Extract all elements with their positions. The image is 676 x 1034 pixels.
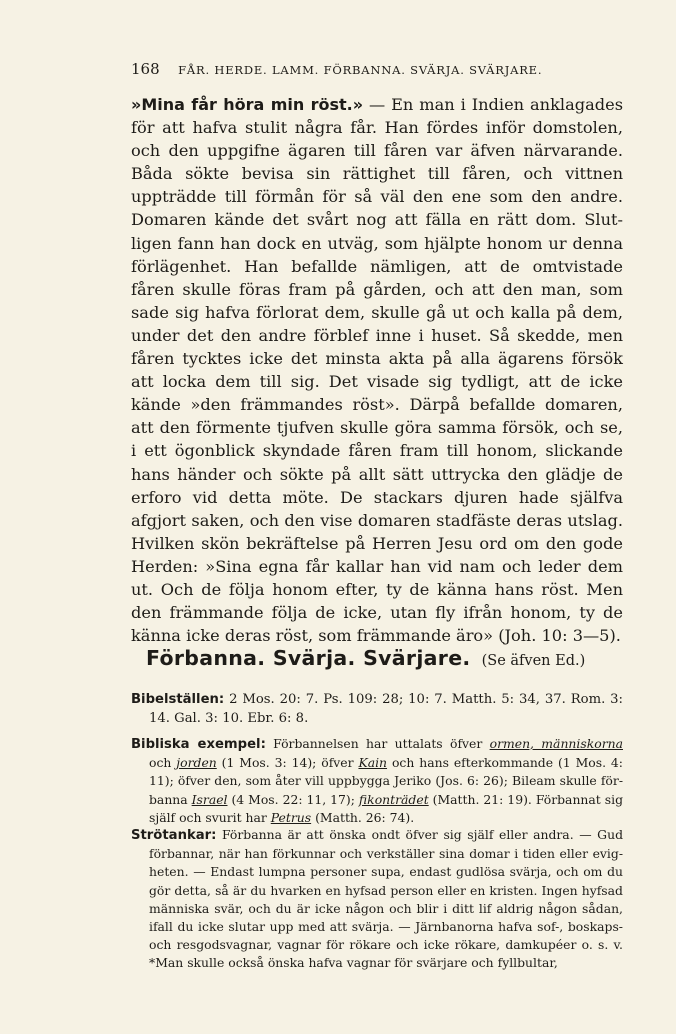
examples-emph-4: Israel xyxy=(191,791,228,807)
examples-emph-2: jorden xyxy=(176,755,217,771)
section-title: Förbanna. Svärja. Svärjare. xyxy=(146,646,471,670)
story-text: — En man i Indien anklagades för att hafva stulit några får. Han fördes inför domstolen, och den uppgifne ägaren till fåren var äfven närvarande. Båda sökte bevisa sin rättighet till fåren, och vittnen uppträdde till förmån för så väl den ene som den andre. Domaren kände det svårt nog att fälla en rätt dom. Slutligen fann han dock en utväg, som hjälpte honom ur denna förlägenhet. Han befallde nämligen, att de omtvistade fåren skulle föras fram på gården, och att den man, som sade sig hafva förlorat dem, skulle gå ut och kalla på dem, under det den andre förblef inne i huset. Så skedde, men fåren tycktes icke det minsta akta på alla ägarens försök att locka dem till sig. Det visade sig tydligt, att de icke kände »den främmandes röst». Därpå befallde domaren, att den förmente tjufven skulle göra samma försök, och se, i ett ögonblick skyndade fåren fram till honom, slickande hans händer och sökte på allt sätt uttrycka den glädje de erforo vid detta möte. De stackars djuren hade själfva afgjort saken, och den vise domaren stadfäste deras utslag. Hvilken skön bekräftelse på Herren Jesu ord om den gode Herden: »Sina egna får kallar han vid nam och leder dem ut. Och de följa honom efter, ty de känna hans röst. Men den främmande följa de icke, utan fly ifrån honom, ty de känna icke deras röst, som främmande äro» (Joh. 10: 3—5). xyxy=(131,95,624,646)
biblical-examples-label: Bibliska exempel: xyxy=(131,737,266,752)
examples-emph-3: Kain xyxy=(358,755,388,771)
examples-text-1: Förbannelsen har uttalats öfver xyxy=(265,736,490,751)
section-heading xyxy=(146,646,626,670)
see-also-note: (Se äfven Ed.) xyxy=(481,653,586,669)
examples-emph-6: Petrus xyxy=(270,809,312,825)
story-paragraph xyxy=(131,93,623,647)
biblical-examples xyxy=(131,735,623,827)
running-title: FÅR. HERDE. LAMM. FÖRBANNA. SVÄRJA. SVÄRJARE. xyxy=(178,63,543,77)
examples-text-5: (4 Mos. 22: 11, 17); xyxy=(227,791,359,807)
running-header xyxy=(131,60,631,78)
stray-thoughts-text: Förbanna är att önska ondt öfver sig själf eller andra. — Gud förbannar, när han förkunnar och verkställer sina domar i tiden eller evigheten. — Endast lumpna personer supa, endast gudlösa svärja, och om du gör detta, så är du hvarken en hyfsad person eller en kristen. Ingen hyfsad människa svär, och du är icke någon och blir i ditt lif aldrig någon sådan, ifall du icke slutar upp med att svärja. — Järnbanorna hafva sof-, boskaps- och resgodsvagnar, vagnar för rökare och icke rökare, damkupéer o. s. v. *Man skulle också önska hafva vagnar för svärjare och fyllbultar, xyxy=(149,827,623,971)
stray-thoughts xyxy=(131,826,623,973)
bible-references-text: 2 Mos. 20: 7. Ps. 109: 28; 10: 7. Matth. 5: 34, 37. Rom. 3: 14. Gal. 3: 10. Ebr. 6: 8. xyxy=(149,692,623,726)
bible-references-label: Bibelställen: xyxy=(131,692,225,707)
examples-text-2: och xyxy=(149,755,177,771)
examples-text-4: och hans efterkommande (1 Mos. 4: 11); öfver den, som åter vill uppbygga Jeriko (Jos. 6: 26); Bileam skulle förbanna xyxy=(149,755,623,807)
examples-emph-5: fikonträdet xyxy=(358,791,429,807)
page-number: 168 xyxy=(131,60,160,78)
story-lead: »Mina får höra min röst.» xyxy=(131,95,364,114)
examples-text-3: (1 Mos. 3: 14); öfver xyxy=(216,755,359,771)
stray-thoughts-label: Strötankar: xyxy=(131,828,217,843)
examples-emph-1: ormen, människorna xyxy=(489,736,623,751)
examples-text-7: (Matth. 26: 74). xyxy=(311,809,415,825)
examples-text-6: (Matth. 21: 19). Förbannat sig själf och svurit har xyxy=(149,791,623,825)
bible-references xyxy=(131,690,623,728)
